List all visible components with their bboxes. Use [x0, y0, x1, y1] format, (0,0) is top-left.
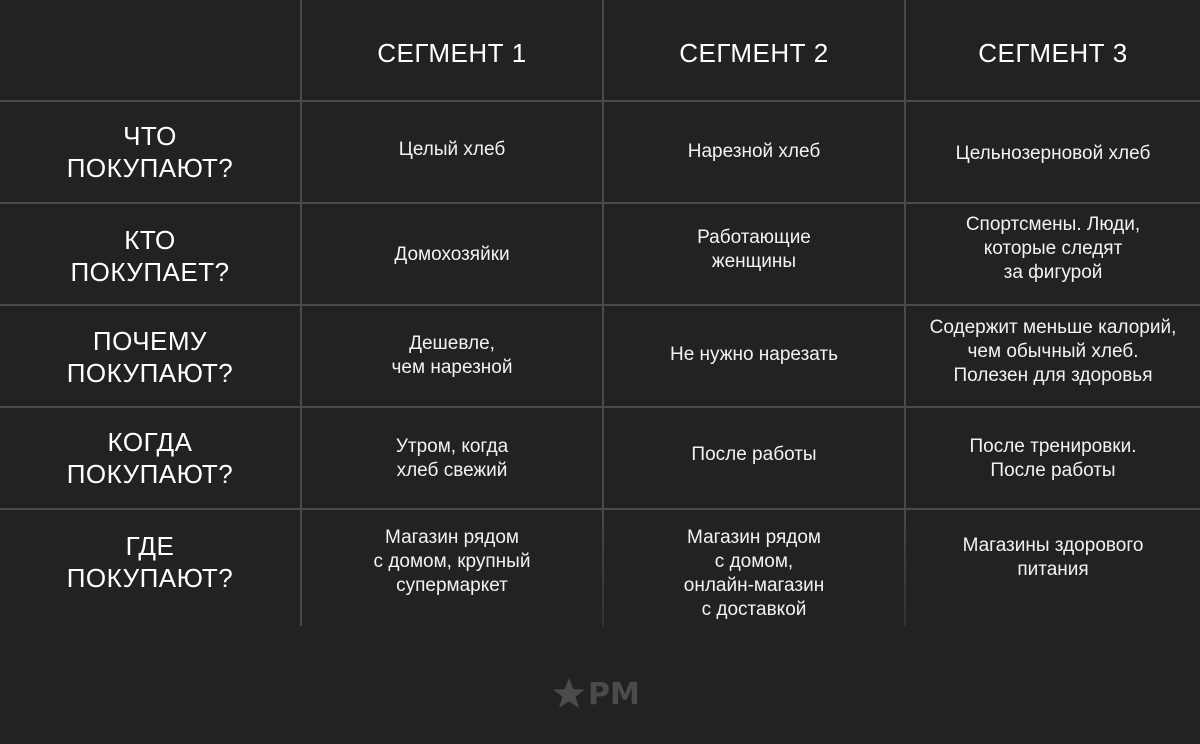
table-cell: Содержит меньше калорий, чем обычный хлеб. Полезен для здоровья: [929, 317, 1177, 386]
star-icon: [552, 677, 586, 711]
table-cell: Не нужно нарезать: [669, 344, 839, 365]
table-cell: Дешевле, чем нарезной: [391, 333, 513, 378]
table-cell: Работающие женщины: [697, 227, 811, 272]
table-cell: Домохозяйки: [394, 244, 510, 265]
row-label-what: ЧТО ПОКУПАЮТ?: [66, 121, 234, 183]
table-cell: Цельнозерновой хлеб: [955, 143, 1151, 164]
logo-text: PM: [588, 676, 640, 712]
table-cell: Спортсмены. Люди, которые следят за фигурой: [965, 214, 1141, 283]
row-label-who: КТО ПОКУПАЕТ?: [70, 225, 230, 287]
table-cell: После тренировки. После работы: [969, 436, 1137, 481]
table-cell: Магазин рядом с домом, крупный супермаркет: [373, 527, 531, 596]
table-cell: Нарезной хлеб: [687, 141, 821, 162]
table-cell: Целый хлеб: [398, 139, 506, 160]
table-cell: Утром, когда хлеб свежий: [395, 436, 509, 481]
row-label-when: КОГДА ПОКУПАЮТ?: [66, 427, 234, 489]
row-label-where: ГДЕ ПОКУПАЮТ?: [66, 531, 234, 593]
table-cell: Магазин рядом с домом, онлайн-магазин с доставкой: [683, 527, 825, 620]
table-cell: Магазины здорового питания: [962, 535, 1144, 580]
segment-1-header: СЕГМЕНТ 1: [377, 37, 527, 68]
pm-logo: [552, 676, 640, 712]
segment-3-header: СЕГМЕНТ 3: [978, 37, 1128, 68]
segment-2-header: СЕГМЕНТ 2: [679, 37, 829, 68]
table-cell: После работы: [691, 444, 817, 465]
row-label-why: ПОЧЕМУ ПОКУПАЮТ?: [66, 326, 234, 388]
